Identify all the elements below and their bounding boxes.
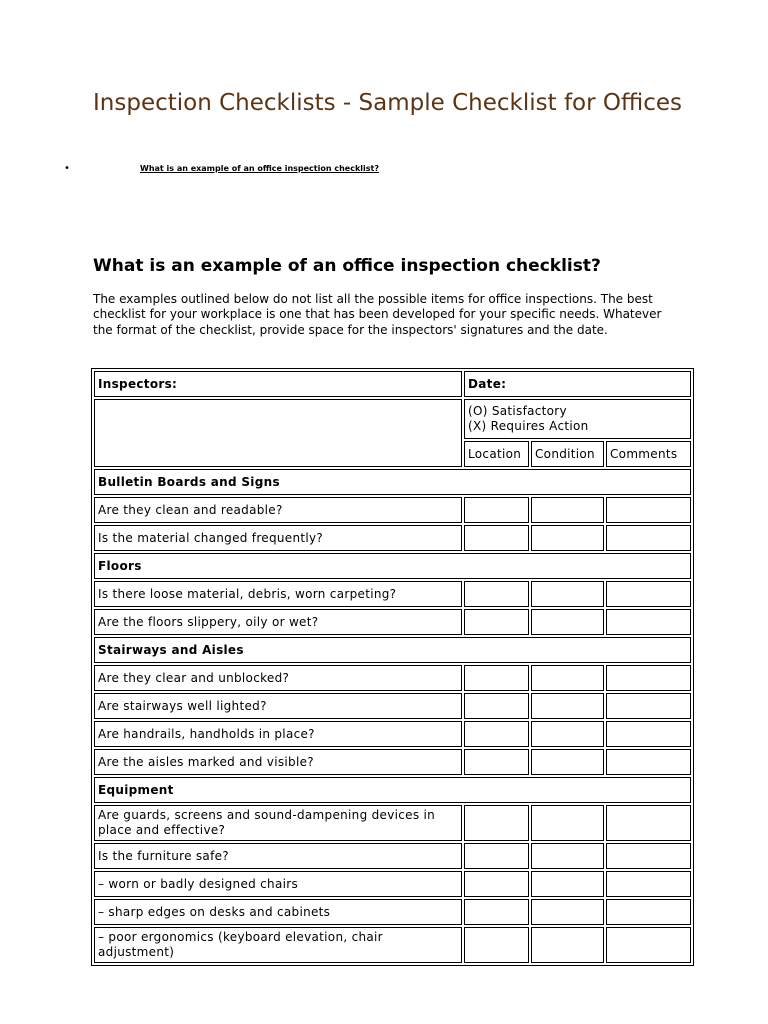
checklist-item-row bbox=[94, 871, 691, 897]
bullet-icon: • bbox=[64, 163, 70, 174]
condition-cell[interactable] bbox=[531, 609, 604, 635]
section-title: Bulletin Boards and Signs bbox=[94, 469, 691, 495]
checklist-item-row bbox=[94, 899, 691, 925]
section-title: Floors bbox=[94, 553, 691, 579]
condition-cell[interactable] bbox=[531, 665, 604, 691]
comments-cell[interactable] bbox=[606, 899, 691, 925]
comments-cell[interactable] bbox=[606, 525, 691, 551]
comments-cell[interactable] bbox=[606, 871, 691, 897]
comments-cell[interactable] bbox=[606, 581, 691, 607]
location-cell[interactable] bbox=[464, 899, 529, 925]
legend-row bbox=[94, 399, 691, 439]
location-cell[interactable] bbox=[464, 497, 529, 523]
inspectors-label: Inspectors: bbox=[94, 371, 462, 397]
checklist-question: – sharp edges on desks and cabinets bbox=[94, 899, 462, 925]
location-cell[interactable] bbox=[464, 665, 529, 691]
location-cell[interactable] bbox=[464, 749, 529, 775]
legend-requires-action: (X) Requires Action bbox=[468, 419, 589, 433]
location-cell[interactable] bbox=[464, 805, 529, 841]
condition-cell[interactable] bbox=[531, 843, 604, 869]
location-cell[interactable] bbox=[464, 525, 529, 551]
checklist-item-row bbox=[94, 609, 691, 635]
checklist-question: Is the material changed frequently? bbox=[94, 525, 462, 551]
checklist-item-row bbox=[94, 525, 691, 551]
column-header-location: Location bbox=[464, 441, 529, 467]
comments-cell[interactable] bbox=[606, 749, 691, 775]
condition-cell[interactable] bbox=[531, 899, 604, 925]
toc-link-office-checklist[interactable]: What is an example of an office inspection checklist? bbox=[140, 164, 379, 173]
column-header-condition: Condition bbox=[531, 441, 604, 467]
checklist-item-row bbox=[94, 927, 691, 963]
comments-cell[interactable] bbox=[606, 843, 691, 869]
checklist-item-row bbox=[94, 497, 691, 523]
checklist-question: – worn or badly designed chairs bbox=[94, 871, 462, 897]
condition-cell[interactable] bbox=[531, 805, 604, 841]
condition-cell[interactable] bbox=[531, 693, 604, 719]
comments-cell[interactable] bbox=[606, 805, 691, 841]
checklist-item-row bbox=[94, 749, 691, 775]
location-cell[interactable] bbox=[464, 843, 529, 869]
column-header-comments: Comments bbox=[606, 441, 691, 467]
checklist-item-row bbox=[94, 581, 691, 607]
condition-cell[interactable] bbox=[531, 581, 604, 607]
comments-cell[interactable] bbox=[606, 665, 691, 691]
checklist-question: Is the furniture safe? bbox=[94, 843, 462, 869]
condition-cell[interactable] bbox=[531, 871, 604, 897]
comments-cell[interactable] bbox=[606, 693, 691, 719]
checklist-item-row bbox=[94, 843, 691, 869]
checklist-item-row bbox=[94, 721, 691, 747]
legend-satisfactory: (O) Satisfactory bbox=[468, 404, 567, 418]
checklist-question: Are they clean and readable? bbox=[94, 497, 462, 523]
condition-cell[interactable] bbox=[531, 749, 604, 775]
checklist-item-row bbox=[94, 693, 691, 719]
intro-paragraph: The examples outlined below do not list all the possible items for office inspections. The best checklist for your workplace is one that has been developed for your specific needs. Whatever the format of the checklist, provide space for the inspectors' signatures and the date. bbox=[93, 292, 662, 337]
condition-cell[interactable] bbox=[531, 497, 604, 523]
checklist-question: Are handrails, handholds in place? bbox=[94, 721, 462, 747]
comments-cell[interactable] bbox=[606, 721, 691, 747]
comments-cell[interactable] bbox=[606, 927, 691, 963]
legend-cell bbox=[464, 399, 691, 439]
location-cell[interactable] bbox=[464, 581, 529, 607]
inspectors-signature-cell[interactable] bbox=[94, 399, 462, 467]
section-row bbox=[94, 469, 691, 495]
comments-cell[interactable] bbox=[606, 497, 691, 523]
condition-cell[interactable] bbox=[531, 927, 604, 963]
section-row bbox=[94, 553, 691, 579]
checklist-question: Are guards, screens and sound-dampening devices in place and effective? bbox=[94, 805, 462, 841]
section-title: Stairways and Aisles bbox=[94, 637, 691, 663]
checklist-question: Are stairways well lighted? bbox=[94, 693, 462, 719]
checklist-question: Are the floors slippery, oily or wet? bbox=[94, 609, 462, 635]
page-title: Inspection Checklists - Sample Checklist for Offices bbox=[93, 90, 682, 116]
section-title: Equipment bbox=[94, 777, 691, 803]
location-cell[interactable] bbox=[464, 609, 529, 635]
checklist-item-row bbox=[94, 665, 691, 691]
header-row bbox=[94, 371, 691, 397]
checklist-question: – poor ergonomics (keyboard elevation, chair adjustment) bbox=[94, 927, 462, 963]
section-heading: What is an example of an office inspection checklist? bbox=[93, 256, 601, 276]
location-cell[interactable] bbox=[464, 871, 529, 897]
condition-cell[interactable] bbox=[531, 721, 604, 747]
checklist-question: Is there loose material, debris, worn carpeting? bbox=[94, 581, 462, 607]
condition-cell[interactable] bbox=[531, 525, 604, 551]
checklist-item-row bbox=[94, 805, 691, 841]
location-cell[interactable] bbox=[464, 721, 529, 747]
section-row bbox=[94, 777, 691, 803]
comments-cell[interactable] bbox=[606, 609, 691, 635]
location-cell[interactable] bbox=[464, 693, 529, 719]
checklist-question: Are they clear and unblocked? bbox=[94, 665, 462, 691]
location-cell[interactable] bbox=[464, 927, 529, 963]
inspection-checklist-table bbox=[91, 368, 694, 966]
section-row bbox=[94, 637, 691, 663]
date-label: Date: bbox=[464, 371, 691, 397]
checklist-question: Are the aisles marked and visible? bbox=[94, 749, 462, 775]
